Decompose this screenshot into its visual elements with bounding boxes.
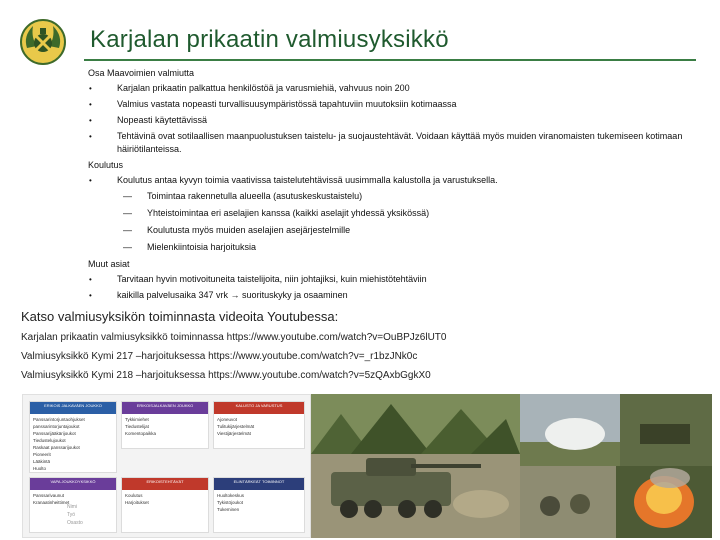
left-stripe <box>0 0 6 540</box>
section-heading: Muut asiat <box>88 259 130 269</box>
org-card <box>29 401 117 473</box>
bullet-item: • Karjalan prikaatin palkattua henkilöstöä ja varusmiehiä, vahvuus noin 200 <box>88 82 708 95</box>
bullet-item: • Koulutus antaa kyvyn toimia vaativissa taistelutehtävissä uusimmalla kalustolla ja varustuksella. <box>88 174 708 187</box>
org-card-item: Huolto <box>33 466 47 471</box>
section-heading: Osa Maavoimien valmiutta <box>88 68 195 78</box>
video-heading: Katso valmiusyksikön toiminnasta videoita Youtubessa: <box>21 309 339 324</box>
org-card-head: ERIKOISTEHTÄVÄT <box>122 478 208 490</box>
org-card-item: Raskaat panssarijoukot <box>33 445 80 450</box>
exercise-photo-collage <box>520 394 712 538</box>
brigade-emblem-icon <box>19 18 67 66</box>
org-card-item: panssarintorjuntajoukot <box>33 424 80 429</box>
video-link[interactable]: Valmiusyksikkö Kymi 218 –harjoituksessa https://www.youtube.com/watch?v=5zQAxbGgkX0 <box>21 370 431 381</box>
org-card-item: Tykkimiehet <box>125 417 149 422</box>
video-links-section <box>21 309 711 381</box>
bullet-item: • Tehtävinä ovat sotilaallisen maanpuolustuksen taistelu- ja suojaustehtävät. Voidaan käyttää myös muiden viranomaisten tukemiseen kotimaan häiriötilanteissa. <box>88 130 708 156</box>
org-card-item: Harjoitukset <box>125 500 149 505</box>
exercise-photo-image <box>520 394 712 538</box>
org-card-item: Koulutus <box>125 493 143 498</box>
org-card-item: Pioneerit <box>33 452 51 457</box>
bullet-item: • Valmius vastata nopeasti turvallisuusympäristössä tapahtuviin muutoksiin kotimaassa <box>88 98 708 111</box>
slide-title: Karjalan prikaatin valmiusyksikkö <box>90 26 449 53</box>
bullet-item: • Tarvitaan hyvin motivoituneita taistelijoita, niin johtajiksi, kuin miehistötehtäviin <box>88 273 708 286</box>
slide-content <box>88 66 708 305</box>
org-chart-image <box>22 394 311 538</box>
org-card-item: Huoltokeskus <box>217 493 245 498</box>
note-line: Nimi <box>67 504 77 510</box>
org-card <box>213 401 305 449</box>
org-card-item: Tykistöjoukot <box>217 500 244 505</box>
org-card-item: Komentopaikka <box>125 431 157 436</box>
org-card-item: Tiedustelujoukot <box>33 438 66 443</box>
note-line: Osasto <box>67 520 83 526</box>
video-link[interactable]: Valmiusyksikkö Kymi 217 –harjoituksessa https://www.youtube.com/watch?v=_r1bzJNk0c <box>21 351 418 362</box>
vehicles-photo <box>311 394 520 538</box>
video-link[interactable]: Karjalan prikaatin valmiusyksikkö toiminnassa https://www.youtube.com/watch?v=OuBPJz6lUT0 <box>21 332 447 343</box>
org-card-head: VAPA JOUKKOYKSIKKÖ <box>30 478 116 490</box>
sub-bullet-item: — Mielenkiintoisia harjoituksia <box>88 241 708 254</box>
org-card <box>121 477 209 533</box>
org-card-item: Tukeminen <box>217 507 240 512</box>
org-card-head: KALUSTO JA VARUSTUS <box>214 402 304 414</box>
vehicles-photo-image <box>311 394 520 538</box>
org-card-item: Panssarijääkärijoukot <box>33 431 76 436</box>
sub-bullet-item: — Yhteistoimintaa eri aselajien kanssa (kaikki aselajit yhdessä yksikössä) <box>88 207 708 220</box>
sub-bullet-item: — Toimintaa rakennetulla alueella (asutuskeskustaistelu) <box>88 190 708 203</box>
org-card <box>121 401 209 449</box>
section-heading: Koulutus <box>88 160 124 170</box>
note-line: Työ <box>67 512 76 518</box>
org-card-item: Ajoneuvot <box>217 417 238 422</box>
org-card-head: ERIKOIS JALKAVÄEN JOUKKO <box>30 402 116 414</box>
org-card-item: Panssarivaunut <box>33 493 65 498</box>
sub-bullet-item: — Koulutusta myös muiden aselajien asejärjestelmille <box>88 224 708 237</box>
bullet-item: • kaikilla palvelusaika 347 vrk → suorituskyky ja osaaminen <box>88 289 708 302</box>
org-card-item: Tiedustelijat <box>125 424 149 429</box>
org-card-head: ELINTÄRKEÄT TOIMINNOT <box>214 478 304 490</box>
org-card-item: Tulitukijärjestelmät <box>217 424 255 429</box>
org-card <box>213 477 305 533</box>
title-rule <box>84 59 696 61</box>
org-card-item: Viestijärjestelmät <box>217 431 251 436</box>
org-card-item: Kranaatinheittimet <box>33 500 70 505</box>
org-chart-note <box>67 503 83 527</box>
org-card-item: Panssarintorjuntaohjukset <box>33 417 85 422</box>
org-card-head: ERIKOISJALKAVÄEN JOUKKO <box>122 402 208 414</box>
bullet-item: • Nopeasti käytettävissä <box>88 114 708 127</box>
org-card-item: Lääkintä <box>33 459 51 464</box>
